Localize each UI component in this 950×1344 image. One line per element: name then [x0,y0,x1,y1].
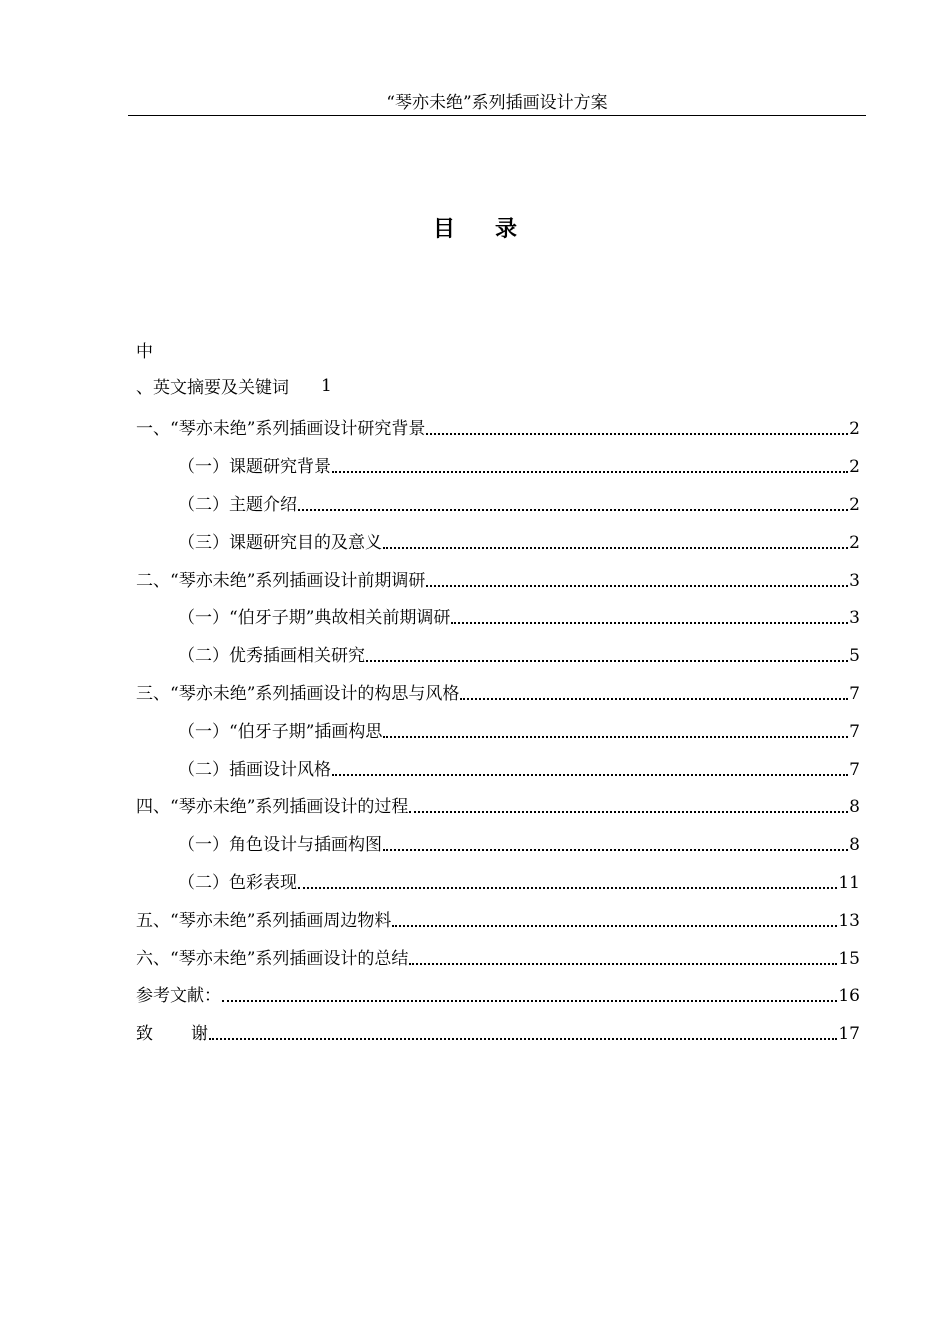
toc-entry-page: 8 [849,835,860,856]
toc-leader-dots [332,471,848,473]
toc-entry[interactable] [136,597,860,635]
toc-leader-dots [426,585,848,587]
toc-entry[interactable] [136,824,860,862]
toc-abstract-label-part2: 、英文摘要及关键词 [136,378,289,398]
toc-abstract-line2 [136,363,860,408]
toc-entry[interactable] [136,673,860,711]
toc-entry-page: 2 [849,494,860,515]
toc-entry[interactable] [136,975,860,1013]
toc-thanks-char2: 谢 [191,1024,208,1045]
toc-abstract-label-part1: 中 [136,341,153,362]
toc-thanks-label [136,1019,208,1044]
toc-title: 目录 [432,216,557,242]
toc-entry-page: 8 [849,797,860,818]
toc-leader-dots [392,925,837,927]
toc-leader-dots [298,887,837,889]
toc-entry[interactable] [136,899,860,937]
toc-entry-label: （二）色彩表现 [178,872,297,893]
toc-entry[interactable] [136,937,860,975]
toc-leader-dots [451,622,848,624]
toc-entry-label: （三）课题研究目的及意义 [178,532,382,553]
toc-entry-page: 2 [849,532,860,553]
toc-entry-page: 11 [838,872,860,893]
toc-entry-page: 3 [849,608,860,629]
toc-entry-page: 3 [849,570,860,591]
toc-entry-label: 六、“琴亦未绝”系列插画设计的总结 [136,948,409,969]
toc-entry-label: （二）插画设计风格 [178,759,331,780]
toc-entry[interactable] [136,521,860,559]
toc-entry-thanks[interactable] [136,1013,860,1051]
toc-entry-label: 三、“琴亦未绝”系列插画设计的构思与风格 [136,683,460,704]
header-rule [128,115,866,116]
toc-entry-page: 7 [849,759,860,780]
toc-leader-dots [383,849,848,851]
toc-entry[interactable] [136,786,860,824]
toc-entry-page: 15 [838,948,860,969]
toc-entry-label: （一）课题研究背景 [178,457,331,478]
toc-leader-dots [383,736,848,738]
toc-entry[interactable] [136,635,860,673]
toc-entry-label: 二、“琴亦未绝”系列插画设计前期调研 [136,570,426,591]
toc-leader-dots [366,660,848,662]
toc-leader-dots [209,1038,837,1040]
toc-entry-page: 16 [838,986,860,1007]
toc-leader-dots [460,698,848,700]
toc-leader-dots [383,547,848,549]
toc-leader-dots [409,811,848,813]
toc-entry[interactable] [136,710,860,748]
toc-leader-dots [332,774,848,776]
toc-entry-page: 7 [849,683,860,704]
toc-entry-label: （一）角色设计与插画构图 [178,835,382,856]
toc-entry-label: （一）“伯牙子期”典故相关前期调研 [178,608,451,629]
toc-entry-label: 五、“琴亦未绝”系列插画周边物料 [136,910,392,931]
toc-leader-dots [409,963,837,965]
toc-entries [136,408,860,1013]
toc-entry-label: 一、“琴亦未绝”系列插画设计研究背景 [136,419,426,440]
toc-entry-label: （二）主题介绍 [178,494,297,515]
toc-entry-page: 7 [849,721,860,742]
toc-entry-label: （一）“伯牙子期”插画构思 [178,721,383,742]
toc-entry[interactable] [136,748,860,786]
toc-entry-label: 参考文献： [136,986,221,1007]
toc-entry[interactable] [136,862,860,900]
toc-entry-page: 2 [849,457,860,478]
toc-entry[interactable] [136,408,860,446]
toc-leader-dots [298,509,848,511]
toc-entry-label: （二）优秀插画相关研究 [178,646,365,667]
toc-entry-page: 5 [849,646,860,667]
running-header: “琴亦未绝”系列插画设计方案 [386,93,608,113]
toc-entry-page: 13 [838,910,860,931]
toc-entry[interactable] [136,484,860,522]
toc-entry[interactable] [136,446,860,484]
toc-entry-page: 2 [849,419,860,440]
toc-entry-label: 四、“琴亦未绝”系列插画设计的过程 [136,797,409,818]
toc-thanks-char1: 致 [136,1024,153,1045]
toc-leader-dots [222,1000,837,1002]
toc-thanks-page: 17 [838,1024,860,1045]
table-of-contents [136,335,860,1051]
toc-abstract-line1 [136,335,860,363]
toc-leader-dots [426,433,848,435]
toc-entry[interactable] [136,559,860,597]
toc-abstract-page: 1 [321,375,332,396]
